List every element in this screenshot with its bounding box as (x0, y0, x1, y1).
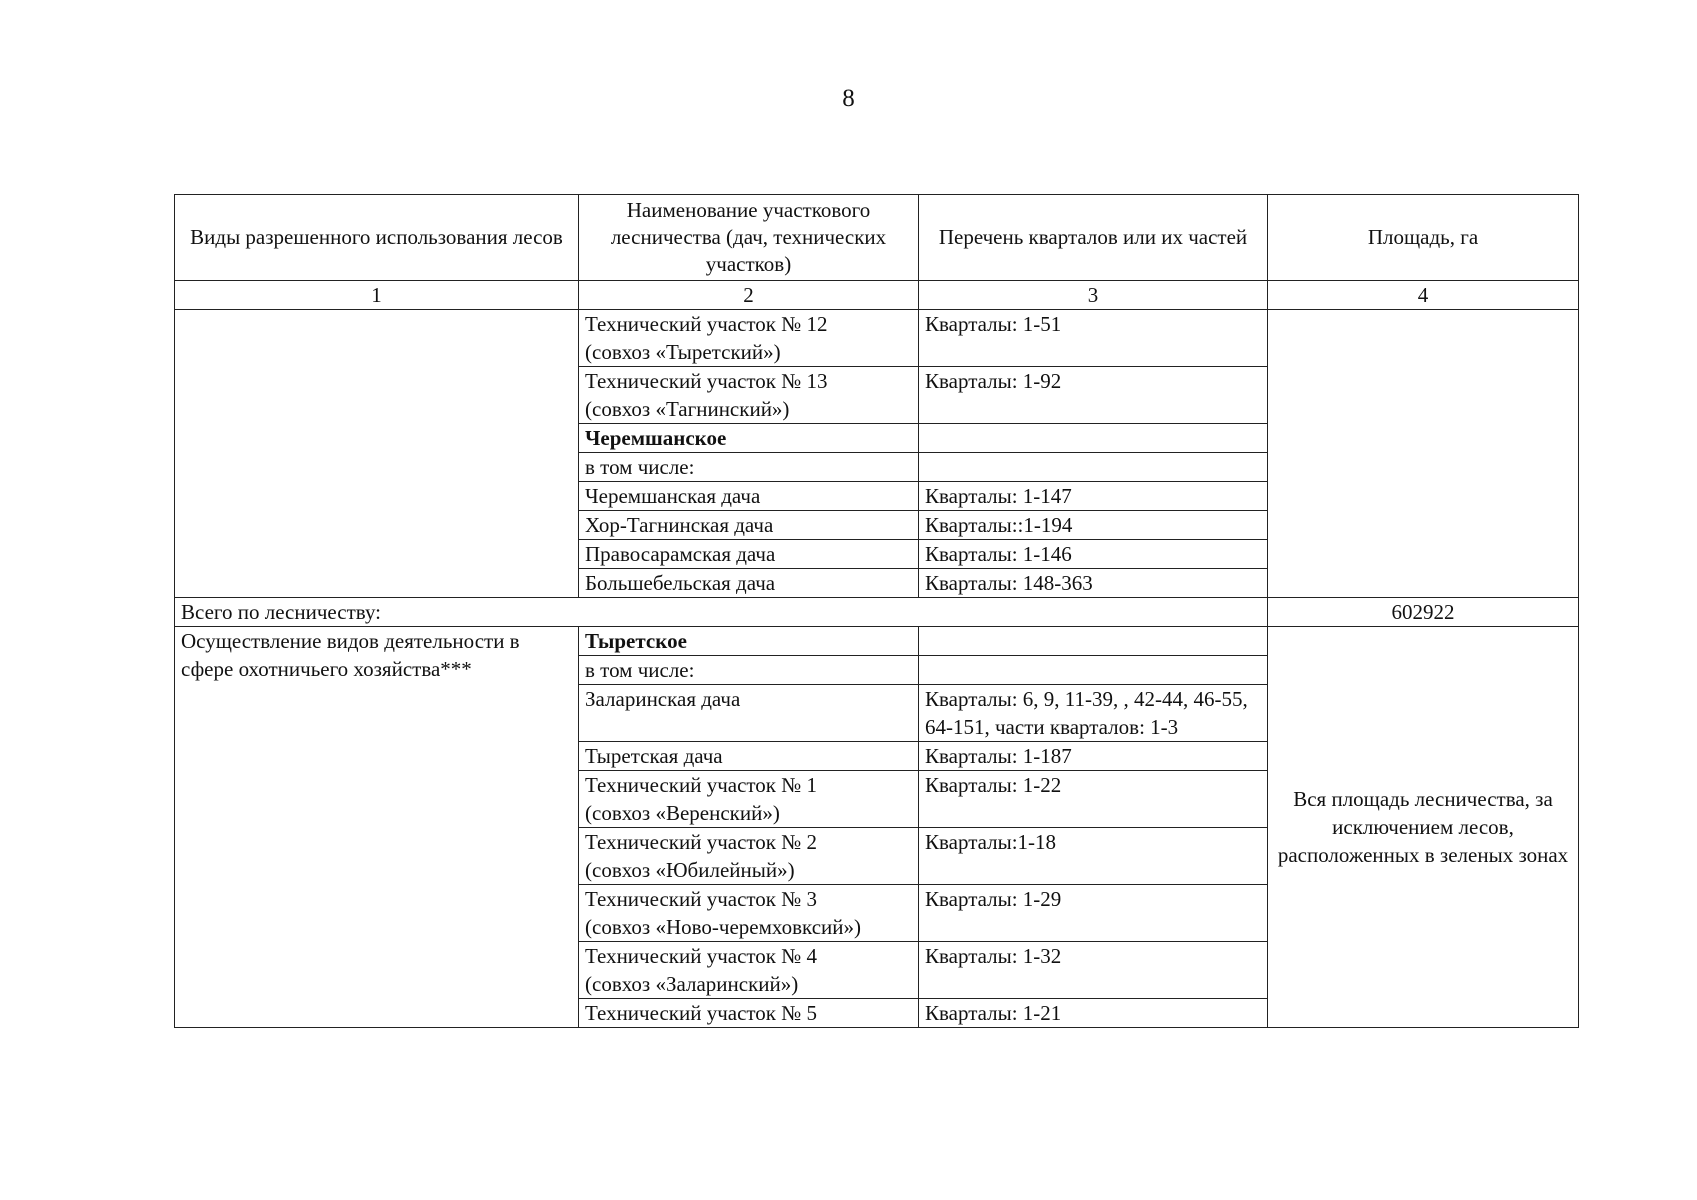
column-number-row (175, 281, 1579, 310)
header-area: Площадь, га (1268, 195, 1579, 281)
forestry-name-cell: Черемшанская дача (579, 482, 919, 511)
forestry-name-cell: Черемшанское (579, 424, 919, 453)
header-quarters: Перечень кварталов или их частей (919, 195, 1268, 281)
quarters-cell: Кварталы: 1-92 (919, 367, 1268, 424)
forestry-name-cell: в том числе: (579, 656, 919, 685)
forestry-name-cell: Тыретское (579, 627, 919, 656)
column-number: 2 (579, 281, 919, 310)
column-number: 4 (1268, 281, 1579, 310)
column-number: 1 (175, 281, 579, 310)
table-header-row (175, 195, 1579, 281)
quarters-cell: Кварталы: 1-187 (919, 742, 1268, 771)
forestry-name-cell: Технический участок № 3 (совхоз «Ново-черемховксий») (579, 885, 919, 942)
page-number: 8 (842, 85, 855, 112)
quarters-cell (919, 453, 1268, 482)
total-row (175, 598, 1579, 627)
quarters-cell: Кварталы: 1-146 (919, 540, 1268, 569)
quarters-cell: Кварталы: 1-22 (919, 771, 1268, 828)
quarters-cell (919, 424, 1268, 453)
forestry-name-cell: Тыретская дача (579, 742, 919, 771)
table-row (175, 310, 1579, 367)
table-row (175, 627, 1579, 656)
forestry-name-cell: Технический участок № 5 (579, 999, 919, 1028)
forest-use-table (174, 194, 1579, 1028)
quarters-cell: Кварталы: 1-32 (919, 942, 1268, 999)
quarters-cell: Кварталы: 1-21 (919, 999, 1268, 1028)
forestry-name-cell: Технический участок № 4 (совхоз «Заларинский») (579, 942, 919, 999)
column-number: 3 (919, 281, 1268, 310)
use-type-cell: Осуществление видов деятельности в сфере охотничьего хозяйства*** (175, 627, 579, 1028)
total-value: 602922 (1268, 598, 1579, 627)
quarters-cell: Кварталы: 1-147 (919, 482, 1268, 511)
quarters-cell (919, 656, 1268, 685)
quarters-cell: Кварталы::1-194 (919, 511, 1268, 540)
forestry-name-cell: Хор-Тагнинская дача (579, 511, 919, 540)
area-cell-empty (1268, 310, 1579, 598)
forestry-name-cell: Технический участок № 13 (совхоз «Тагнинский») (579, 367, 919, 424)
quarters-cell: Кварталы: 148-363 (919, 569, 1268, 598)
forestry-name-cell: Заларинская дача (579, 685, 919, 742)
header-use-type: Виды разрешенного использования лесов (175, 195, 579, 281)
quarters-cell: Кварталы: 6, 9, 11-39, , 42-44, 46-55, 64-151, части кварталов: 1-3 (919, 685, 1268, 742)
quarters-cell: Кварталы:1-18 (919, 828, 1268, 885)
quarters-cell (919, 627, 1268, 656)
quarters-cell: Кварталы: 1-29 (919, 885, 1268, 942)
forestry-name-cell: Правосарамская дача (579, 540, 919, 569)
forestry-name-cell: Технический участок № 12 (совхоз «Тыретский») (579, 310, 919, 367)
forestry-name-cell: в том числе: (579, 453, 919, 482)
quarters-cell: Кварталы: 1-51 (919, 310, 1268, 367)
total-label: Всего по лесничеству: (175, 598, 1268, 627)
use-type-cell-empty (175, 310, 579, 598)
forestry-name-cell: Большебельская дача (579, 569, 919, 598)
forestry-name-cell: Технический участок № 2 (совхоз «Юбилейный») (579, 828, 919, 885)
area-cell: Вся площадь лесничества, за исключением лесов, расположенных в зеленых зонах (1268, 627, 1579, 1028)
header-forestry-name: Наименование участкового лесничества (дач, технических участков) (579, 195, 919, 281)
forestry-name-cell: Технический участок № 1 (совхоз «Веренский») (579, 771, 919, 828)
